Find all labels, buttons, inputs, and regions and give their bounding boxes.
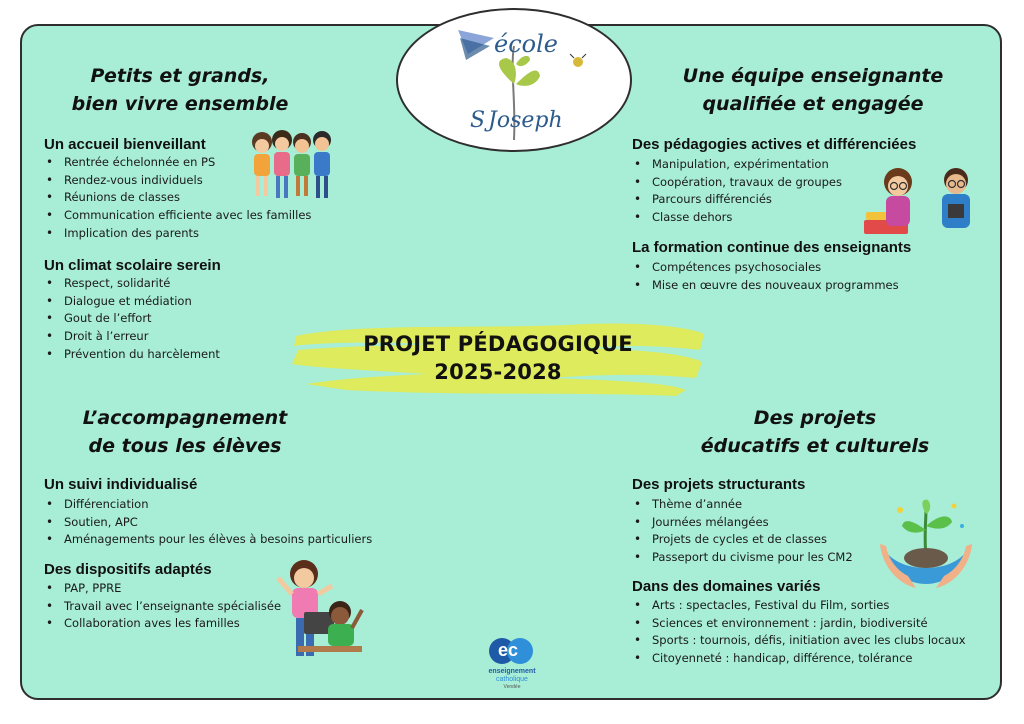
section-title-bottom-right [690, 404, 940, 460]
subheading-pedagogies: Des pédagogies actives et différenciées [632, 136, 917, 153]
subheading-suivi: Un suivi individualisé [44, 476, 198, 493]
title-line: bien vivre ensemble [71, 93, 289, 115]
title-line: L’accompagnement [82, 407, 288, 429]
list-item: • Mise en œuvre des nouveaux programmes [632, 277, 899, 295]
subheading-formation: La formation continue des enseignants [632, 239, 912, 256]
list-item: • Collaboration aves les familles [44, 615, 281, 633]
list-dispositifs [44, 580, 281, 633]
list-item: • Différenciation [44, 496, 372, 514]
list-item: • Rentrée échelonnée en PS [44, 154, 311, 172]
list-item: • Implication des parents [44, 225, 311, 243]
list-item: • Compétences psychosociales [632, 259, 899, 277]
children-group-icon [248, 128, 338, 202]
list-item: • Travail avec l’enseignante spécialisée [44, 598, 281, 616]
title-line: éducatifs et culturels [700, 435, 930, 457]
subheading-domaines: Dans des domaines variés [632, 578, 821, 595]
section-title-top-right [668, 62, 958, 118]
list-domaines [632, 597, 966, 668]
subheading-climat: Un climat scolaire serein [44, 257, 221, 274]
ec-mark-text: ec [498, 640, 519, 660]
ec-line3: Vendée [503, 684, 521, 690]
ec-line2: catholique [496, 676, 528, 683]
section-title-top-left [60, 62, 300, 118]
list-structurants [632, 496, 853, 567]
list-item: • Communication efficiente avec les familles [44, 207, 311, 225]
title-line: Une équipe enseignante [682, 65, 944, 87]
list-pedagogies [632, 156, 842, 227]
banner-title: PROJET PÉDAGOGIQUE [363, 332, 633, 356]
list-item: • Sports : tournois, défis, initiation avec les clubs locaux [632, 632, 966, 650]
subheading-structurants: Des projets structurants [632, 476, 806, 493]
title-line: de tous les élèves [88, 435, 282, 457]
list-item: • Gout de l’effort [44, 310, 220, 328]
hands-plant-icon [878, 496, 974, 594]
list-item: • Parcours différenciés [632, 191, 842, 209]
list-item: • PAP, PPRE [44, 580, 281, 598]
list-item: • Thème d’année [632, 496, 853, 514]
list-formation [632, 259, 899, 294]
subheading-dispositifs: Des dispositifs adaptés [44, 561, 212, 578]
list-item: • Dialogue et médiation [44, 293, 220, 311]
title-line: Des projets [753, 407, 877, 429]
school-logo [396, 8, 632, 152]
title-line: Petits et grands, [90, 65, 270, 87]
list-item: • Coopération, travaux de groupes [632, 174, 842, 192]
list-item: • Prévention du harcèlement [44, 346, 220, 364]
logo-word-ecole: école [494, 30, 558, 58]
logo-letter-s: S [470, 108, 486, 133]
title-line: qualifiée et engagée [702, 93, 924, 115]
list-item: • Projets de cycles et de classes [632, 531, 853, 549]
subheading-accueil: Un accueil bienveillant [44, 136, 206, 153]
list-item: • Droit à l’erreur [44, 328, 220, 346]
list-item: • Journées mélangées [632, 514, 853, 532]
banner-years: 2025-2028 [434, 360, 562, 384]
list-item: • Manipulation, expérimentation [632, 156, 842, 174]
project-banner [286, 316, 710, 398]
list-item: • Respect, solidarité [44, 275, 220, 293]
section-title-bottom-left [60, 404, 310, 460]
list-item: • Rendez-vous individuels [44, 172, 311, 190]
list-item: • Citoyenneté : handicap, différence, tolérance [632, 650, 966, 668]
list-item: • Passeport du civisme pour les CM2 [632, 549, 853, 567]
list-suivi [44, 496, 372, 549]
list-item: • Aménagements pour les élèves à besoins particuliers [44, 531, 372, 549]
enseignement-catholique-logo [476, 636, 548, 692]
list-item: • Arts : spectacles, Festival du Film, sorties [632, 597, 966, 615]
list-item: • Classe dehors [632, 209, 842, 227]
list-item: • Sciences et environnement : jardin, biodiversité [632, 615, 966, 633]
list-climat [44, 275, 220, 363]
list-item: • Soutien, APC [44, 514, 372, 532]
logo-word-joseph: Joseph [488, 108, 563, 133]
teacher-student-icon [274, 556, 366, 664]
teachers-icon [862, 164, 982, 238]
list-item: • Réunions de classes [44, 189, 311, 207]
ec-line1: enseignement [488, 668, 536, 675]
